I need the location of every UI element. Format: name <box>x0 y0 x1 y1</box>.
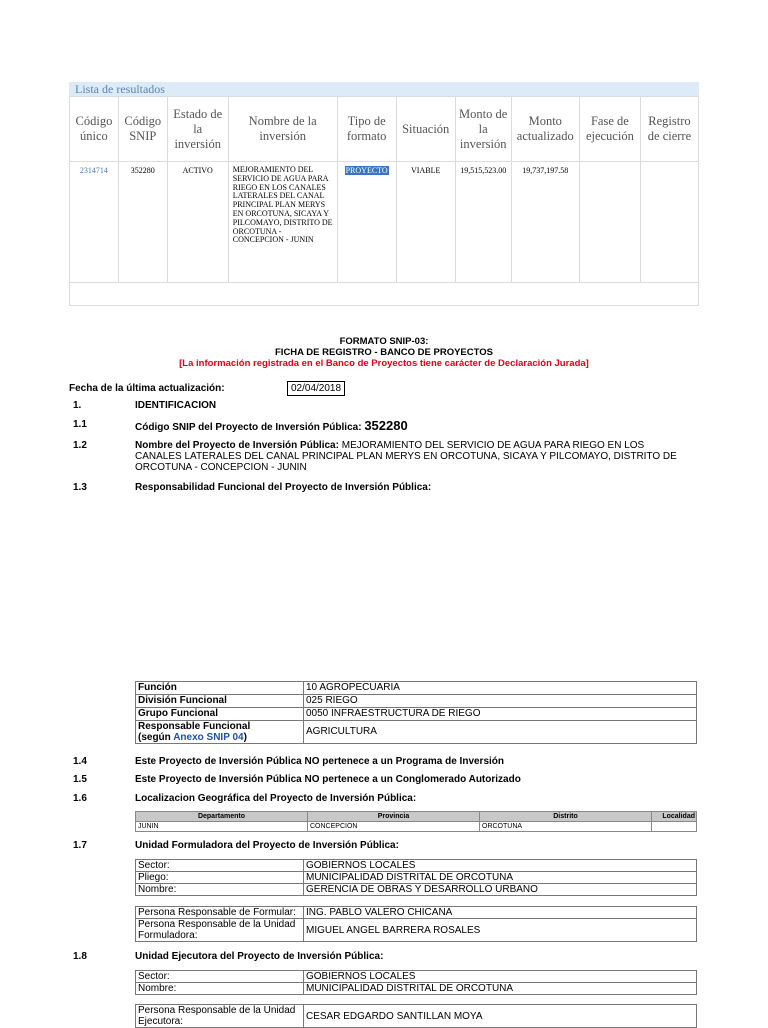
funcion-value: 10 AGROPECUARIA <box>304 682 697 695</box>
s13-num: 1.3 <box>73 482 87 493</box>
uf-pliego-value: MUNICIPALIDAD DISTRITAL DE ORCOTUNA <box>304 872 697 884</box>
grupo-value: 0050 INFRAESTRUCTURA DE RIEGO <box>304 708 697 721</box>
division-value: 025 RIEGO <box>304 695 697 708</box>
loc-col-provincia: Provincia <box>308 812 480 822</box>
s13-label: Responsabilidad Funcional del Proyecto de Inversión Pública: <box>135 482 432 493</box>
uf-persons-table <box>135 906 697 942</box>
uf-nombre-label: Nombre: <box>136 884 304 896</box>
loc-provincia: CONCEPCION <box>308 822 480 832</box>
table-row <box>136 907 697 919</box>
s11-line <box>135 418 408 433</box>
cell-fase <box>579 162 640 283</box>
s17-text: Unidad Formuladora del Proyecto de Inversión Pública: <box>135 840 399 851</box>
s15-num: 1.5 <box>73 774 87 785</box>
form-title: FORMATO SNIP-03: <box>339 336 429 347</box>
ue-responsable-label: Persona Responsable de la Unidad Ejecutora: <box>136 1005 304 1028</box>
loc-col-localidad: Localidad <box>652 812 697 822</box>
cell-tipo <box>337 162 396 283</box>
form-subtitle: FICHA DE REGISTRO - BANCO DE PROYECTOS <box>275 347 493 358</box>
s12-block <box>135 440 690 473</box>
s12-label: Nombre del Proyecto de Inversión Pública: <box>135 440 339 451</box>
cell-codigo-snip: 352280 <box>118 162 167 283</box>
table-row <box>136 983 697 995</box>
ue-nombre-label: Nombre: <box>136 983 304 995</box>
ue-sector-label: Sector: <box>136 971 304 983</box>
update-date: 02/04/2018 <box>287 381 345 396</box>
form-notice: [La información registrada en el Banco de Proyectos tiene carácter de Declaración Jurada] <box>179 358 589 369</box>
table-row <box>136 971 697 983</box>
uf-responsable-value: MIGUEL ANGEL BARRERA ROSALES <box>304 919 697 942</box>
s12-value: MEJORAMIENTO DEL SERVICIO DE AGUA PARA RIEGO EN LOS CANALES LATERALES DEL CANAL PRINCIPAL PLAN MERYS EN ORCOTUNA, SICAYA Y PILCOMAYO, DISTRITO DE ORCOTUNA - CONCEPCION - JUNIN <box>135 440 677 473</box>
loc-col-departamento: Departamento <box>136 812 308 822</box>
cell-codigo-unico <box>70 162 119 283</box>
loc-col-distrito: Distrito <box>480 812 652 822</box>
s1-num: 1. <box>73 400 82 411</box>
loc-localidad <box>652 822 697 832</box>
results-caption: Lista de resultados <box>69 82 699 96</box>
funcional-table <box>135 681 697 744</box>
uf-sector-value: GOBIERNOS LOCALES <box>304 860 697 872</box>
cell-monto: 19,515,523.00 <box>455 162 511 283</box>
s16-num: 1.6 <box>73 793 87 804</box>
location-header-row <box>136 812 697 822</box>
s12-num: 1.2 <box>73 440 87 451</box>
loc-departamento: JUNIN <box>136 822 308 832</box>
tipo-highlight: PROYECTO <box>345 166 388 175</box>
funcion-label: Función <box>136 682 304 695</box>
ue-sector-value: GOBIERNOS LOCALES <box>304 971 697 983</box>
table-footer-row <box>70 283 699 306</box>
s14-text: Este Proyecto de Inversión Pública NO pertenece a un Programa de Inversión <box>135 756 505 767</box>
s17-num: 1.7 <box>73 840 87 851</box>
uf-formular-label: Persona Responsable de Formular: <box>136 907 304 919</box>
table-row <box>136 721 697 744</box>
table-row <box>136 872 697 884</box>
uf-responsable-label: Persona Responsable de la Unidad Formuladora: <box>136 919 304 942</box>
ue-nombre-value: MUNICIPALIDAD DISTRITAL DE ORCOTUNA <box>304 983 697 995</box>
col-situacion[interactable]: Situación <box>396 97 455 162</box>
col-monto-actualizado[interactable]: Monto actualizado <box>511 97 579 162</box>
codigo-unico-link[interactable]: 2314714 <box>79 166 108 175</box>
responsable-value: AGRICULTURA <box>304 721 697 744</box>
cell-monto-actualizado: 19,737,197.58 <box>511 162 579 283</box>
col-cierre[interactable]: Registro de cierre <box>640 97 698 162</box>
responsable-label-main: Responsable Funcional <box>138 721 251 732</box>
uf-pliego-label: Pliego: <box>136 872 304 884</box>
anexo-snip-link[interactable]: Anexo SNIP 04 <box>173 732 244 743</box>
s18-text: Unidad Ejecutora del Proyecto de Inversión Pública: <box>135 951 384 962</box>
results-header-row <box>70 97 699 162</box>
col-monto[interactable]: Monto de la inversión <box>455 97 511 162</box>
s14-num: 1.4 <box>73 756 87 767</box>
loc-distrito: ORCOTUNA <box>480 822 652 832</box>
table-row <box>136 919 697 942</box>
location-table <box>135 811 697 832</box>
responsable-label-pre: (según <box>138 732 174 743</box>
s15-text: Este Proyecto de Inversión Pública NO pertenece a un Conglomerado Autorizado <box>135 774 521 785</box>
responsable-label <box>136 721 304 744</box>
s1-title: IDENTIFICACION <box>135 400 217 411</box>
uf-nombre-value: GERENCIA DE OBRAS Y DESARROLLO URBANO <box>304 884 697 896</box>
grupo-label: Grupo Funcional <box>136 708 304 721</box>
update-label: Fecha de la última actualización: <box>69 383 225 394</box>
col-codigo-snip[interactable]: Código SNIP <box>118 97 167 162</box>
cell-estado: ACTIVO <box>167 162 228 283</box>
s11-num: 1.1 <box>73 419 87 430</box>
table-row <box>136 860 697 872</box>
results-panel <box>69 82 699 306</box>
col-tipo[interactable]: Tipo de formato <box>337 97 396 162</box>
table-row <box>136 682 697 695</box>
ue-table <box>135 970 697 995</box>
col-estado[interactable]: Estado de la inversión <box>167 97 228 162</box>
s16-text: Localizacion Geográfica del Proyecto de Inversión Pública: <box>135 793 417 804</box>
col-nombre[interactable]: Nombre de la inversión <box>228 97 337 162</box>
division-label: División Funcional <box>136 695 304 708</box>
cell-cierre <box>640 162 698 283</box>
s11-label: Código SNIP del Proyecto de Inversión Pública: <box>135 422 362 433</box>
cell-situacion: VIABLE <box>396 162 455 283</box>
uf-sector-label: Sector: <box>136 860 304 872</box>
uf-table <box>135 859 697 896</box>
s18-num: 1.8 <box>73 951 87 962</box>
col-fase[interactable]: Fase de ejecución <box>579 97 640 162</box>
cell-nombre: MEJORAMIENTO DEL SERVICIO DE AGUA PARA RIEGO EN LOS CANALES LATERALES DEL CANAL PRINCIPAL PLAN MERYS EN ORCOTUNA, SICAYA Y PILCOMAYO, DISTRITO DE ORCOTUNA - CONCEPCION - JUNIN <box>228 162 337 283</box>
col-codigo-unico[interactable]: Código único <box>70 97 119 162</box>
table-row <box>70 162 699 283</box>
ue-responsable-value: CESAR EDGARDO SANTILLAN MOYA <box>304 1005 697 1028</box>
ue-persons-table <box>135 1004 697 1028</box>
results-table <box>69 96 699 306</box>
table-row <box>136 695 697 708</box>
table-row <box>136 884 697 896</box>
snip-code: 352280 <box>364 418 408 433</box>
table-row <box>136 708 697 721</box>
uf-formular-value: ING. PABLO VALERO CHICANA <box>304 907 697 919</box>
table-row <box>136 822 697 832</box>
table-row <box>136 1005 697 1028</box>
responsable-label-post: ) <box>243 732 247 743</box>
